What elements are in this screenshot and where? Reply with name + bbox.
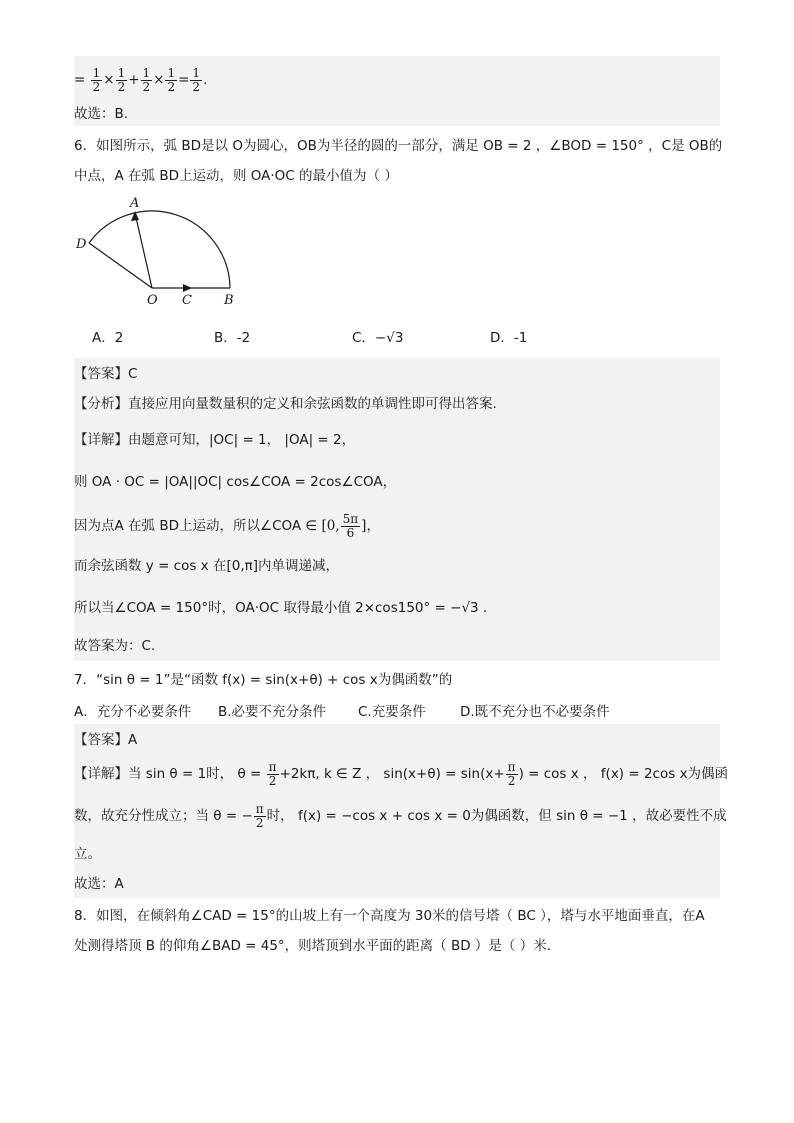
q7-detail-1 — [74, 756, 728, 792]
detail-text: 【详解】当 sin θ = 1时， θ = — [74, 766, 266, 782]
period: . — [203, 72, 208, 88]
fraction: $\frac{1}{2}$ — [192, 65, 201, 94]
arrowhead-c — [183, 284, 192, 292]
interval-open: [0, — [321, 518, 340, 534]
q6-figure — [74, 196, 244, 308]
choice-line: 故选：B. — [74, 106, 129, 122]
fraction: $\frac{1}{2}$ — [167, 65, 176, 94]
q7-detail-3: 立。 — [74, 846, 101, 862]
q7-detail-2 — [74, 798, 727, 834]
label-c: C — [182, 293, 192, 308]
fraction-pi-2: $\frac{\pi}{2}$ — [268, 759, 277, 788]
times-sign: × — [103, 72, 115, 88]
fraction-5pi-6: $\frac{5\pi}{6}$ — [342, 511, 359, 540]
plus-sign: + — [128, 72, 140, 88]
equals-sign: = — [178, 72, 190, 88]
option-a: A．2 — [92, 330, 124, 346]
q6-detail-1: 【详解】由题意可知，|OC| = 1， |OA| = 2， — [74, 432, 356, 448]
vector-oa — [135, 213, 152, 288]
detail-text: ) = cos x ， f(x) = 2cos x为偶函 — [518, 766, 729, 782]
fraction: $\frac{1}{2}$ — [142, 65, 151, 94]
segment-od — [89, 243, 152, 288]
label-o: O — [147, 293, 158, 308]
q6-conclusion: 故答案为：C. — [74, 638, 156, 654]
arc-bd — [89, 211, 230, 288]
label-d: D — [76, 237, 87, 252]
q6-detail-4: 而余弦函数 y = cos x 在[0,π]内单调递减， — [74, 558, 340, 574]
q8-line1: 8．如图，在倾斜角∠CAD = 15°的山坡上有一个高度为 30米的信号塔（ BC ），塔与水平地面垂直，在A — [74, 908, 705, 924]
detail-text: 数，故充分性成立；当 θ = − — [74, 808, 253, 824]
detail-text: +2kπ, k ∈ Z ， sin(x+θ) = sin(x+ — [279, 766, 505, 782]
q6-detail-2: 则 OA · OC = |OA||OC| cos∠COA = 2cos∠COA， — [74, 474, 397, 490]
fraction: $\frac{1}{2}$ — [92, 65, 101, 94]
fraction-pi-2: $\frac{\pi}{2}$ — [255, 801, 264, 830]
option-d: D．-1 — [490, 330, 528, 346]
option-b: B.必要不充分条件 — [218, 704, 327, 720]
option-a: A．充分不必要条件 — [74, 704, 192, 720]
q6-stem-line1: 6．如图所示，弧 BD是以 O为圆心，OB为半径的圆的一部分，满足 OB = 2 ，∠BOD = 150° ，C是 OB的 — [74, 138, 723, 154]
fraction: $\frac{1}{2}$ — [117, 65, 126, 94]
interval-close: ]， — [361, 518, 380, 534]
equation-line — [74, 62, 207, 98]
detail-text: 时， f(x) = −cos x + cos x = 0为偶函数，但 sin θ = −1 ，故必要性不成 — [266, 808, 727, 824]
times-sign: × — [153, 72, 165, 88]
detail-text: 因为点A 在弧 BD上运动，所以∠COA ∈ — [74, 518, 322, 534]
q7-stem: 7．“sin θ = 1”是“函数 f(x) = sin(x+θ) + cos x为偶函数”的 — [74, 672, 453, 688]
q6-detail-5: 所以当∠COA = 150°时，OA·OC 取得最小值 2×cos150° = −√3 . — [74, 600, 488, 616]
option-d: D.既不充分也不必要条件 — [460, 704, 610, 720]
label-a: A — [130, 196, 140, 211]
option-c: C.充要条件 — [358, 704, 426, 720]
q6-stem-line2: 中点，A 在弧 BD上运动，则 OA·OC 的最小值为（ ） — [74, 168, 398, 184]
q6-answer: 【答案】C — [74, 366, 138, 382]
option-b: B．-2 — [214, 330, 251, 346]
fraction-pi-2: $\frac{\pi}{2}$ — [507, 759, 516, 788]
q7-conclusion: 故选：A — [74, 876, 124, 892]
option-c: C．−√3 — [352, 330, 404, 346]
q7-answer: 【答案】A — [74, 732, 138, 748]
label-b: B — [224, 293, 234, 308]
equals-sign: = — [74, 72, 86, 88]
q6-detail-3 — [74, 508, 380, 544]
q6-analysis: 【分析】直接应用向量数量积的定义和余弦函数的单调性即可得出答案. — [74, 396, 497, 412]
q8-line2: 处测得塔顶 B 的仰角∠BAD = 45°，则塔顶到水平面的距离（ BD ）是（ ）米. — [74, 938, 551, 954]
